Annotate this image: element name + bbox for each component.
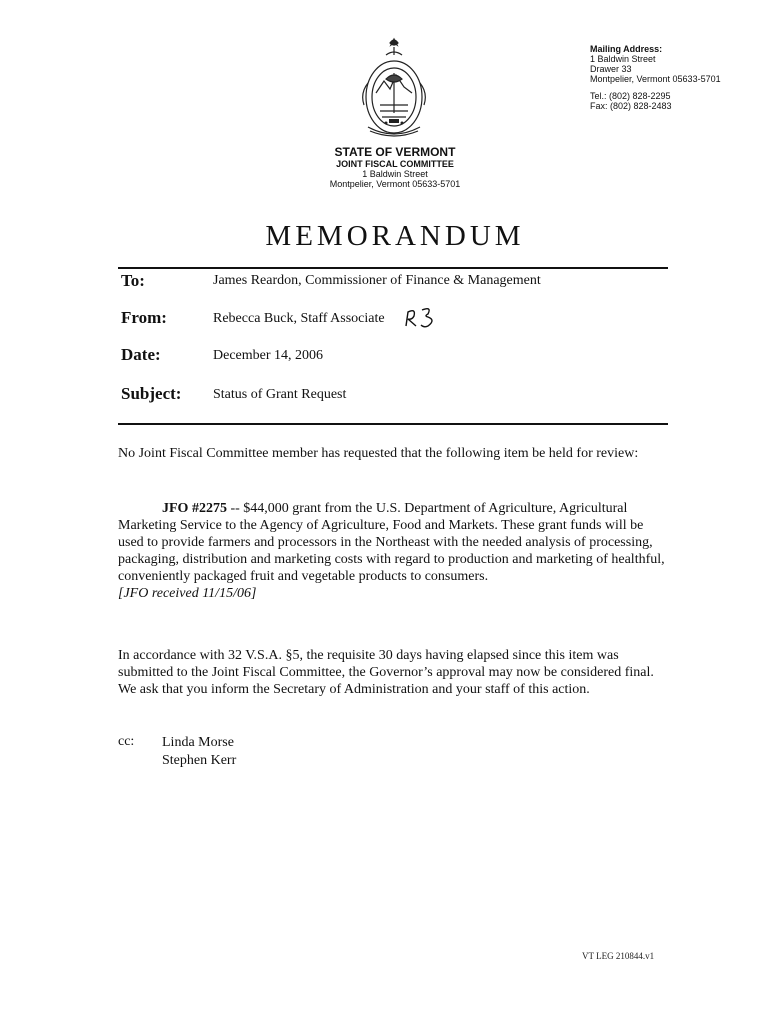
document-number: VT LEG 210844.v1 [582, 951, 655, 961]
from-label: From: [121, 308, 167, 327]
closing-paragraph [118, 647, 668, 698]
jfo-description: -- $44,000 grant from the U.S. Department of Agriculture, Agricultural Marketing Service to the Agency of Agriculture, Food and Markets. These grant funds will be used to provide farmers and processors in the Northeast with the needed analysis of processing, packaging, distribution and marketing costs with regard to production and marketing of healthful, conveniently packaged fruit and vegetable products to consumers. [118, 501, 665, 584]
date-label: Date: [121, 345, 161, 364]
subject-value: Status of Grant Request [213, 387, 347, 402]
date-value: December 14, 2006 [213, 348, 324, 363]
vermont-seal-icon [356, 35, 432, 143]
jfo-number: JFO #2275 [162, 501, 227, 516]
subject-label: Subject: [121, 384, 182, 403]
closing-text: In accordance with 32 V.S.A. §5, the requisite 30 days having elapsed since this item was submitted to the Joint Fiscal Committee, the Governor’s approval may now be considered final. We ask that you inform the Secretary of Administration and your staff of this action. [118, 648, 654, 697]
jfo-item-paragraph [118, 500, 668, 602]
intro-paragraph [118, 445, 668, 462]
mailing-heading: Mailing Address: [590, 44, 663, 54]
committee-name: JOINT FISCAL COMMITTEE [336, 159, 454, 169]
cc-list [162, 734, 236, 770]
mailing-street: 1 Baldwin Street [590, 54, 656, 64]
intro-text: No Joint Fiscal Committee member has requested that the following item be held for review: [118, 446, 639, 461]
to-label: To: [121, 271, 145, 290]
letterhead-city: Montpelier, Vermont 05633-5701 [329, 179, 461, 189]
memo-title: MEMORANDUM [265, 220, 525, 252]
mailing-tel: Tel.: (802) 828-2295 [590, 91, 671, 101]
mailing-drawer: Drawer 33 [590, 64, 632, 74]
letterhead [290, 146, 500, 189]
state-name: STATE OF VERMONT [334, 145, 456, 159]
cc-label: cc: [118, 734, 135, 749]
letterhead-street: 1 Baldwin Street [362, 169, 428, 179]
jfo-received: [JFO received 11/15/06] [118, 586, 257, 601]
header-bottom-rule [118, 423, 668, 425]
mailing-fax: Fax: (802) 828-2483 [590, 101, 672, 111]
mailing-address-block [590, 44, 721, 111]
handwritten-initials-icon [402, 304, 442, 330]
from-value: Rebecca Buck, Staff Associate [213, 311, 385, 326]
mailing-city: Montpelier, Vermont 05633-5701 [590, 74, 721, 84]
cc-name: Stephen Kerr [162, 753, 237, 768]
to-value: James Reardon, Commissioner of Finance & Management [213, 273, 541, 288]
header-top-rule [118, 267, 668, 269]
cc-name: Linda Morse [162, 735, 234, 750]
